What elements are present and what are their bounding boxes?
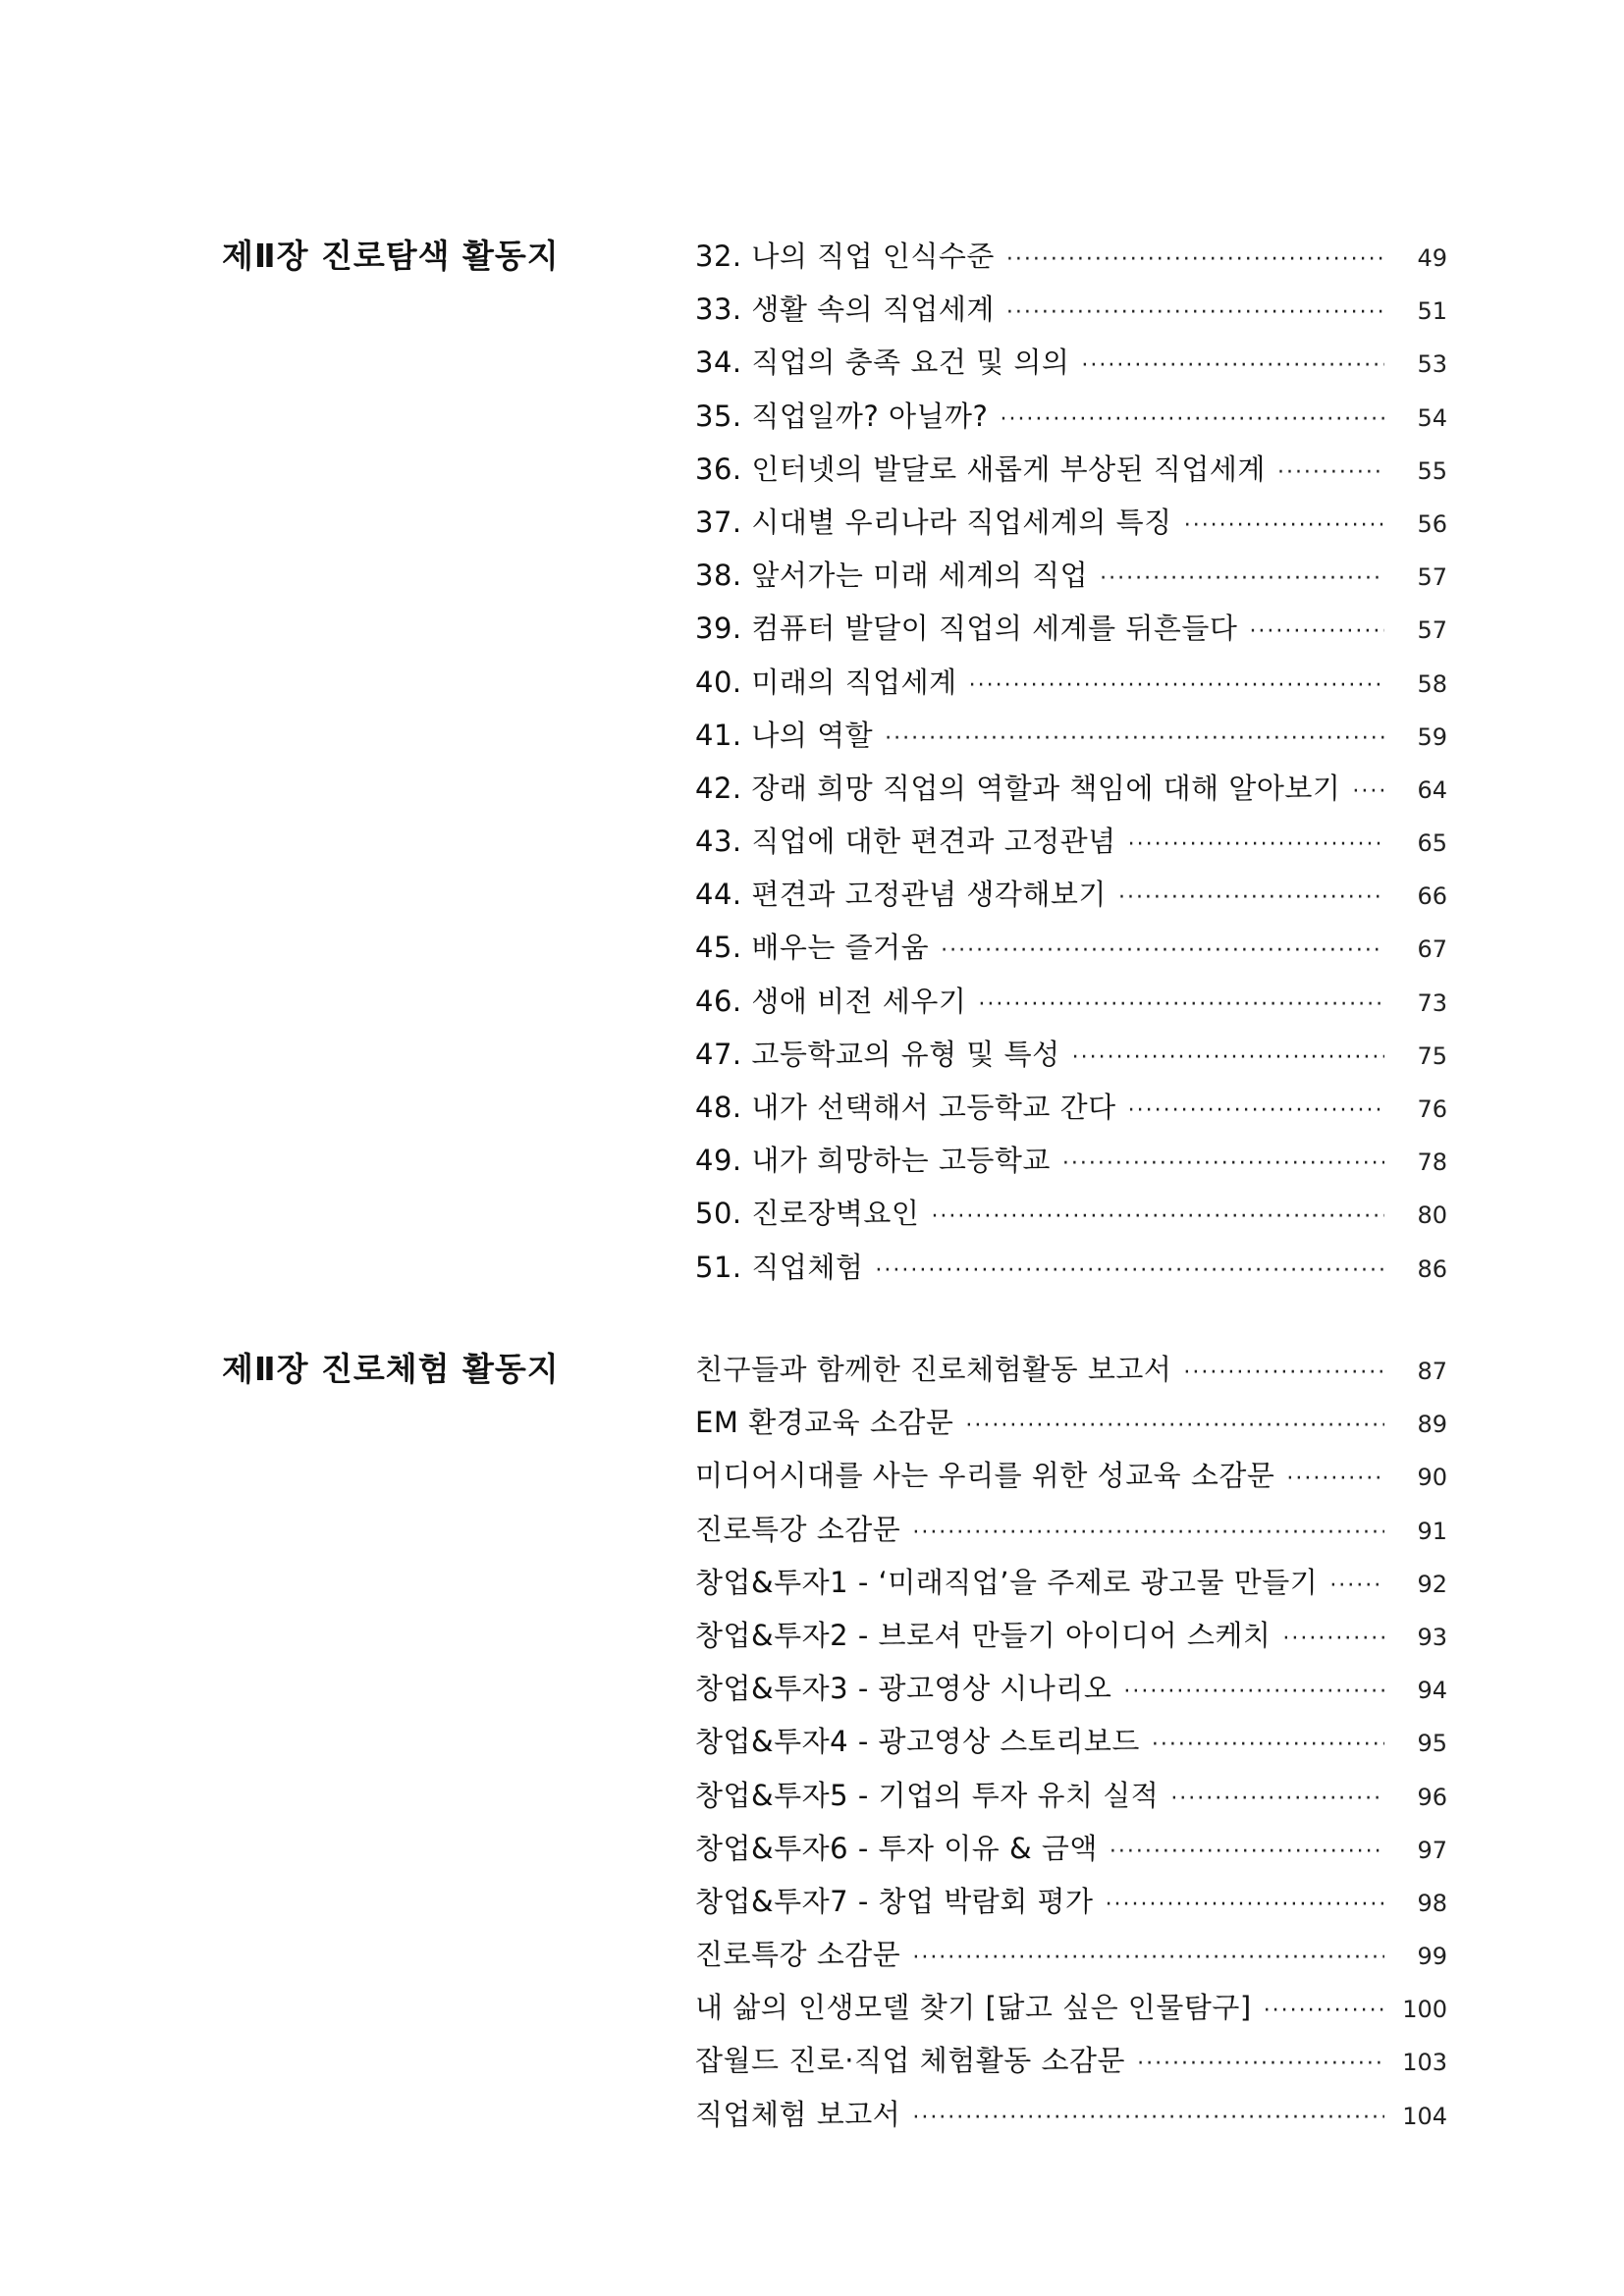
toc-dot-leader: [1128, 1087, 1384, 1136]
toc-entry: [695, 923, 1447, 976]
toc-dot-leader: [875, 1247, 1384, 1296]
toc-entry: [695, 498, 1447, 551]
toc-entry: [695, 2090, 1447, 2143]
toc-entry-page-number: 98: [1417, 1889, 1447, 1917]
toc-entry-title: 45. 배우는 즐거움: [695, 931, 930, 965]
toc-dot-leader: [1062, 1140, 1384, 1189]
toc-entry-page-number: 86: [1417, 1255, 1447, 1283]
toc-entry: [695, 1771, 1447, 1824]
toc-dot-leader: [941, 927, 1384, 976]
toc-entry-page-number: 57: [1417, 563, 1447, 592]
toc-entry-title: 37. 시대별 우리나라 직업세계의 특징: [695, 505, 1172, 539]
toc-entry: [695, 1136, 1447, 1189]
toc-entry-page-number: 95: [1417, 1730, 1447, 1758]
toc-entry-title: 32. 나의 직업 인식수준: [695, 240, 995, 273]
toc-entry: [695, 392, 1447, 445]
toc-entry: [695, 1398, 1447, 1451]
toc-entry-title: 창업&투자6 - 투자 이유 & 금액: [695, 1831, 1098, 1865]
toc-entry-page-number: 73: [1417, 988, 1447, 1017]
toc-entry-list: [695, 1345, 1447, 2143]
toc-entry-title: 44. 편견과 고정관념 생각해보기: [695, 878, 1107, 912]
toc-entry-list: [695, 232, 1447, 1296]
toc-entry-page-number: 99: [1417, 1943, 1447, 1971]
toc-entry-page-number: 66: [1417, 882, 1447, 911]
toc-entry: [695, 1930, 1447, 1983]
toc-dot-leader: [912, 1934, 1384, 1983]
toc-entry-page-number: 100: [1402, 1996, 1447, 2024]
toc-entry-page-number: 97: [1417, 1836, 1447, 1864]
toc-entry-page-number: 54: [1417, 403, 1447, 432]
toc-dot-leader: [1264, 1987, 1384, 2036]
toc-dot-leader: [965, 1402, 1384, 1451]
toc-entry-title: 51. 직업체험: [695, 1250, 864, 1284]
toc-entry-title: 39. 컴퓨터 발달이 직업의 세계를 뒤흔들다: [695, 612, 1238, 646]
toc-entry: [695, 870, 1447, 923]
toc-dot-leader: [912, 2094, 1384, 2143]
toc-entry-title: 36. 인터넷의 발달로 새롭게 부상된 직업세계: [695, 452, 1266, 486]
toc-entry-title: 내 삶의 인생모델 찾기 [닮고 싶은 인물탐구]: [695, 1991, 1252, 2025]
toc-dot-leader: [1072, 1034, 1384, 1083]
toc-dot-leader: [1183, 1349, 1384, 1398]
toc-dot-leader: [969, 662, 1384, 711]
toc-entry-title: 46. 생애 비전 세우기: [695, 984, 967, 1018]
toc-entry-title: 창업&투자7 - 창업 박람회 평가: [695, 1884, 1094, 1918]
toc-entry-title: 진로특강 소감문: [695, 1938, 901, 1972]
toc-entry-page-number: 59: [1417, 722, 1447, 751]
toc-entry-page-number: 94: [1417, 1677, 1447, 1705]
toc-entry: [695, 1083, 1447, 1136]
toc-entry-title: 잡월드 진로·직업 체험활동 소감문: [695, 2044, 1126, 2078]
toc-dot-leader: [912, 1509, 1384, 1558]
toc-entry-page-number: 56: [1417, 509, 1447, 538]
toc-entry-page-number: 96: [1417, 1783, 1447, 1811]
toc-dot-leader: [931, 1193, 1384, 1242]
toc-entry-page-number: 103: [1402, 2049, 1447, 2077]
toc-entry-page-number: 104: [1402, 2102, 1447, 2130]
toc-entry-title: 33. 생활 속의 직업세계: [695, 293, 995, 327]
toc-dot-leader: [978, 981, 1384, 1030]
toc-dot-leader: [1110, 1828, 1384, 1877]
toc-entry-page-number: 78: [1417, 1148, 1447, 1177]
toc-entry-title: 창업&투자2 - 브로셔 만들기 아이디어 스케치: [695, 1618, 1272, 1652]
toc-entry-title: 49. 내가 희망하는 고등학교: [695, 1144, 1051, 1178]
toc-entry-title: 48. 내가 선택해서 고등학교 간다: [695, 1091, 1116, 1124]
toc-dot-leader: [1152, 1721, 1384, 1770]
toc-entry-page-number: 57: [1417, 616, 1447, 645]
toc-entry-title: 34. 직업의 충족 요건 및 의의: [695, 346, 1070, 380]
toc-entry: [695, 658, 1447, 711]
toc-entry-title: 41. 나의 역할: [695, 718, 874, 752]
toc-entry-title: 42. 장래 희망 직업의 역할과 책임에 대해 알아보기: [695, 771, 1341, 805]
toc-entry-title: 43. 직업에 대한 편견과 고정관념: [695, 825, 1116, 859]
toc-entry-title: EM 환경교육 소감문: [695, 1406, 954, 1440]
toc-entry: [695, 817, 1447, 870]
toc-entry-page-number: 90: [1417, 1464, 1447, 1492]
toc-entry: [695, 1030, 1447, 1083]
toc-entry: [695, 1877, 1447, 1930]
toc-entry-title: 창업&투자5 - 기업의 투자 유치 실적: [695, 1778, 1160, 1812]
toc-entry-title: 창업&투자1 - ‘미래직업’을 주제로 광고물 만들기: [695, 1565, 1319, 1599]
toc-dot-leader: [1006, 236, 1384, 285]
toc-dot-leader: [1081, 342, 1384, 391]
toc-entry-page-number: 64: [1417, 775, 1447, 804]
toc-dot-leader: [1123, 1668, 1384, 1717]
toc-entry: [695, 232, 1447, 285]
toc-entry: [695, 1558, 1447, 1611]
toc-dot-leader: [1352, 768, 1384, 817]
toc-entry-title: 진로특강 소감문: [695, 1512, 901, 1546]
toc-entry: [695, 338, 1447, 391]
toc-entry: [695, 551, 1447, 604]
toc-entry-title: 50. 진로장벽요인: [695, 1197, 920, 1231]
toc-entry: [695, 1189, 1447, 1242]
toc-dot-leader: [1006, 289, 1384, 338]
toc-entry-page-number: 75: [1417, 1041, 1447, 1070]
toc-entry-title: 40. 미래의 직업세계: [695, 665, 957, 699]
toc-entry-page-number: 92: [1417, 1570, 1447, 1598]
toc-dot-leader: [1184, 502, 1384, 551]
toc-entry-page-number: 87: [1417, 1358, 1447, 1385]
toc-entry: [695, 1983, 1447, 2036]
toc-dot-leader: [1170, 1775, 1384, 1824]
toc-dot-leader: [1000, 396, 1384, 445]
toc-entry-title: 창업&투자4 - 광고영상 스토리보드: [695, 1725, 1140, 1759]
toc-entry: [695, 1717, 1447, 1770]
toc-entry: [695, 1664, 1447, 1717]
toc-dot-leader: [1118, 874, 1384, 923]
toc-entry: [695, 445, 1447, 498]
toc-dot-leader: [1286, 1455, 1384, 1504]
toc-entry-page-number: 65: [1417, 829, 1447, 858]
toc-entry-page-number: 91: [1417, 1517, 1447, 1545]
toc-entry-page-number: 51: [1417, 297, 1447, 326]
toc-entry-title: 47. 고등학교의 유형 및 특성: [695, 1037, 1060, 1071]
toc-dot-leader: [1137, 2040, 1384, 2089]
toc-entry: [695, 977, 1447, 1030]
toc-entry: [695, 604, 1447, 657]
toc-entry: [695, 285, 1447, 338]
toc-entry-title: 미디어시대를 사는 우리를 위한 성교육 소감문: [695, 1459, 1275, 1493]
toc-entry-page-number: 67: [1417, 935, 1447, 964]
toc-entry-page-number: 53: [1417, 350, 1447, 379]
section-title: 제Ⅱ장 진로탐색 활동지: [222, 237, 560, 275]
toc-dot-leader: [1282, 1615, 1384, 1664]
toc-entry: [695, 1243, 1447, 1296]
toc-entry: [695, 764, 1447, 817]
section-title: 제Ⅱ장 진로체험 활동지: [222, 1350, 560, 1388]
toc-entry-title: 38. 앞서가는 미래 세계의 직업: [695, 559, 1089, 593]
toc-entry: [695, 1505, 1447, 1558]
toc-dot-leader: [1249, 608, 1384, 657]
toc-entry: [695, 2036, 1447, 2089]
toc-dot-leader: [1277, 449, 1384, 498]
toc-entry-page-number: 49: [1417, 244, 1447, 272]
toc-dot-leader: [885, 715, 1384, 764]
toc-entry-title: 창업&투자3 - 광고영상 시나리오: [695, 1672, 1112, 1706]
toc-entry-page-number: 76: [1417, 1095, 1447, 1123]
toc-entry-title: 35. 직업일까? 아닐까?: [695, 399, 989, 433]
toc-entry-page-number: 80: [1417, 1201, 1447, 1230]
toc-entry: [695, 1451, 1447, 1504]
toc-dot-leader: [1128, 821, 1384, 870]
toc-entry-page-number: 55: [1417, 456, 1447, 485]
toc-entry-page-number: 58: [1417, 669, 1447, 698]
toc-dot-leader: [1329, 1562, 1384, 1611]
toc-entry-title: 직업체험 보고서: [695, 2097, 901, 2131]
toc-entry: [695, 1611, 1447, 1664]
toc-dot-leader: [1100, 555, 1384, 604]
toc-entry-page-number: 93: [1417, 1623, 1447, 1651]
toc-entry-title: 친구들과 함께한 진로체험활동 보고서: [695, 1353, 1172, 1386]
toc-entry: [695, 1345, 1447, 1398]
toc-entry: [695, 1824, 1447, 1877]
toc-dot-leader: [1106, 1881, 1384, 1930]
toc-entry-page-number: 89: [1417, 1411, 1447, 1439]
toc-entry: [695, 711, 1447, 764]
